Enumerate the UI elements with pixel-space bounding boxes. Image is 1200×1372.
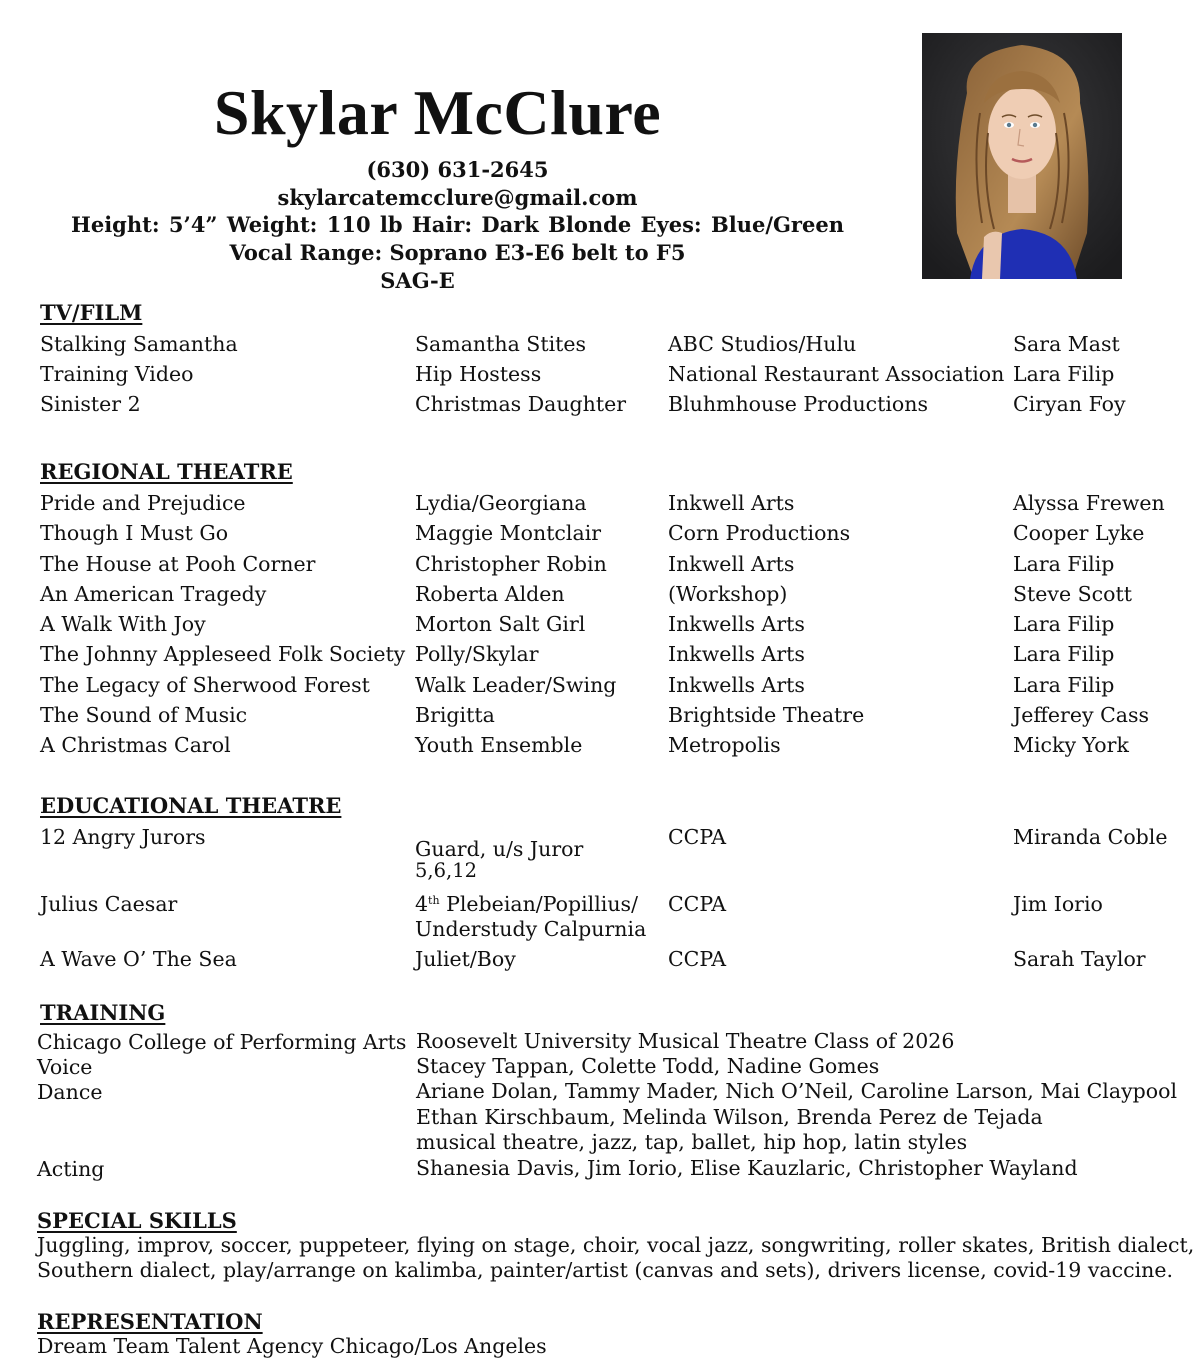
training-detail: Ethan Kirschbaum, Melinda Wilson, Brenda Perez de Tejada — [416, 1105, 1043, 1129]
credit-director: Jim Iorio — [1013, 892, 1103, 916]
training-label: Dance — [37, 1080, 103, 1104]
credit-director: Cooper Lyke — [1013, 521, 1145, 545]
credit-director: Lara Filip — [1013, 552, 1115, 576]
credit-company: Inkwells Arts — [668, 642, 805, 666]
ordinal-number: 4 — [415, 892, 429, 916]
credit-company: Bluhmhouse Productions — [668, 392, 928, 416]
ordinal-suffix: th — [428, 894, 440, 907]
credit-company: Inkwells Arts — [668, 612, 805, 636]
credit-role-continued: Understudy Calpurnia — [415, 917, 647, 941]
credit-row — [0, 641, 1200, 671]
credit-company: Brightside Theatre — [668, 703, 865, 727]
credit-row — [0, 490, 1200, 520]
credit-show: The Legacy of Sherwood Forest — [40, 673, 370, 697]
section-heading-training: TRAINING — [40, 1000, 166, 1025]
credit-director: Steve Scott — [1013, 582, 1132, 606]
credit-show: 12 Angry Jurors — [40, 825, 206, 849]
credit-role: Lydia/Georgiana — [415, 491, 587, 515]
credit-row — [0, 946, 1200, 976]
credit-director: Sarah Taylor — [1013, 947, 1146, 971]
email-address: skylarcatemcclure@gmail.com — [277, 185, 638, 210]
credit-role: Roberta Alden — [415, 582, 565, 606]
skills-text: Southern dialect, play/arrange on kalimba, painter/artist (canvas and sets), drivers license, covid-19 vaccine. — [37, 1258, 1174, 1282]
credit-director: Lara Filip — [1013, 642, 1115, 666]
credit-show: An American Tragedy — [40, 582, 267, 606]
training-detail: Roosevelt University Musical Theatre Class of 2026 — [416, 1029, 955, 1053]
credit-show: Julius Caesar — [40, 892, 178, 916]
credit-director: Micky York — [1013, 733, 1129, 757]
credit-row — [0, 361, 1200, 391]
credit-company: CCPA — [668, 825, 727, 849]
credit-show: The Sound of Music — [40, 703, 248, 727]
credit-role: Juliet/Boy — [415, 947, 516, 971]
headshot-photo — [922, 33, 1122, 279]
credit-company: Metropolis — [668, 733, 781, 757]
credit-role: Samantha Stites — [415, 332, 587, 356]
credit-director: Ciryan Foy — [1013, 392, 1126, 416]
credit-show: Sinister 2 — [40, 392, 141, 416]
training-detail: Stacey Tappan, Colette Todd, Nadine Gomes — [416, 1054, 880, 1078]
section-heading-regional-theatre: REGIONAL THEATRE — [40, 459, 293, 484]
credit-show: The House at Pooh Corner — [40, 552, 316, 576]
credit-role: Maggie Montclair — [415, 521, 602, 545]
credit-row — [0, 891, 1200, 943]
credit-role: Youth Ensemble — [415, 733, 583, 757]
credit-show: The Johnny Appleseed Folk Society — [40, 642, 406, 666]
credit-show: A Walk With Joy — [40, 612, 206, 636]
credit-director: Lara Filip — [1013, 673, 1115, 697]
training-detail: Shanesia Davis, Jim Iorio, Elise Kauzlaric, Christopher Wayland — [416, 1156, 1078, 1180]
credit-row — [0, 824, 1200, 884]
agency-name: Dream Team Talent Agency Chicago/Los Angeles — [37, 1334, 547, 1358]
credit-role: Christmas Daughter — [415, 392, 627, 416]
training-detail: musical theatre, jazz, tap, ballet, hip hop, latin styles — [416, 1130, 968, 1154]
section-heading-tv-film: TV/FILM — [40, 300, 143, 325]
credit-company: Inkwells Arts — [668, 673, 805, 697]
credit-row — [0, 611, 1200, 641]
section-heading-special-skills: SPECIAL SKILLS — [37, 1208, 237, 1233]
credit-company: CCPA — [668, 947, 727, 971]
training-detail: Ariane Dolan, Tammy Mader, Nich O’Neil, Caroline Larson, Mai Claypool — [416, 1079, 1178, 1103]
section-heading-representation: REPRESENTATION — [37, 1309, 263, 1334]
credit-role: Christopher Robin — [415, 552, 607, 576]
credit-row — [0, 581, 1200, 611]
training-label: Acting — [37, 1157, 105, 1181]
credit-director: Lara Filip — [1013, 612, 1115, 636]
credit-show: A Wave O’ The Sea — [40, 947, 237, 971]
credit-role: Guard, u/s Juror — [415, 837, 584, 861]
credit-show: Training Video — [40, 362, 194, 386]
credit-row — [0, 391, 1200, 421]
credit-director: Lara Filip — [1013, 362, 1115, 386]
credit-role: Walk Leader/Swing — [415, 673, 617, 697]
credit-director: Alyssa Frewen — [1013, 491, 1165, 515]
credit-director: Sara Mast — [1013, 332, 1120, 356]
skills-text: Juggling, improv, soccer, puppeteer, flying on stage, choir, vocal jazz, songwriting, roller skates, British dialect, — [37, 1233, 1195, 1257]
credit-role-text: Plebeian/Popillius/ — [439, 892, 638, 916]
credit-row — [0, 551, 1200, 581]
union-status: SAG-E — [380, 268, 455, 293]
credit-row — [0, 331, 1200, 361]
credit-row — [0, 672, 1200, 702]
credit-show: Stalking Samantha — [40, 332, 238, 356]
credit-role: Morton Salt Girl — [415, 612, 586, 636]
credit-role — [415, 891, 638, 917]
credit-company: National Restaurant Association — [668, 362, 1005, 386]
training-label: Chicago College of Performing Arts — [37, 1030, 407, 1054]
actor-name: Skylar McClure — [213, 77, 662, 148]
credit-role: Polly/Skylar — [415, 642, 539, 666]
credit-company: (Workshop) — [668, 582, 788, 606]
credit-company: ABC Studios/Hulu — [668, 332, 857, 356]
credit-director: Jefferey Cass — [1013, 703, 1150, 727]
headshot-illustration — [922, 33, 1122, 279]
credit-director: Miranda Coble — [1013, 825, 1168, 849]
credit-row — [0, 520, 1200, 550]
vocal-range: Vocal Range: Soprano E3-E6 belt to F5 — [229, 240, 686, 265]
credit-role-continued: 5,6,12 — [415, 859, 478, 882]
credit-row — [0, 732, 1200, 762]
credit-company: Inkwell Arts — [668, 552, 795, 576]
credit-show: Though I Must Go — [40, 521, 229, 545]
credit-role: Brigitta — [415, 703, 495, 727]
physical-stats: Height: 5’4” Weight: 110 lb Hair: Dark Blonde Eyes: Blue/Green — [71, 212, 844, 237]
credit-role: Hip Hostess — [415, 362, 542, 386]
section-heading-educational-theatre: EDUCATIONAL THEATRE — [40, 793, 342, 818]
training-label: Voice — [37, 1055, 93, 1079]
credit-row — [0, 702, 1200, 732]
credit-company: CCPA — [668, 892, 727, 916]
credit-company: Inkwell Arts — [668, 491, 795, 515]
credit-company: Corn Productions — [668, 521, 851, 545]
credit-show: A Christmas Carol — [40, 733, 231, 757]
phone-number: (630) 631-2645 — [366, 157, 549, 182]
credit-show: Pride and Prejudice — [40, 491, 246, 515]
